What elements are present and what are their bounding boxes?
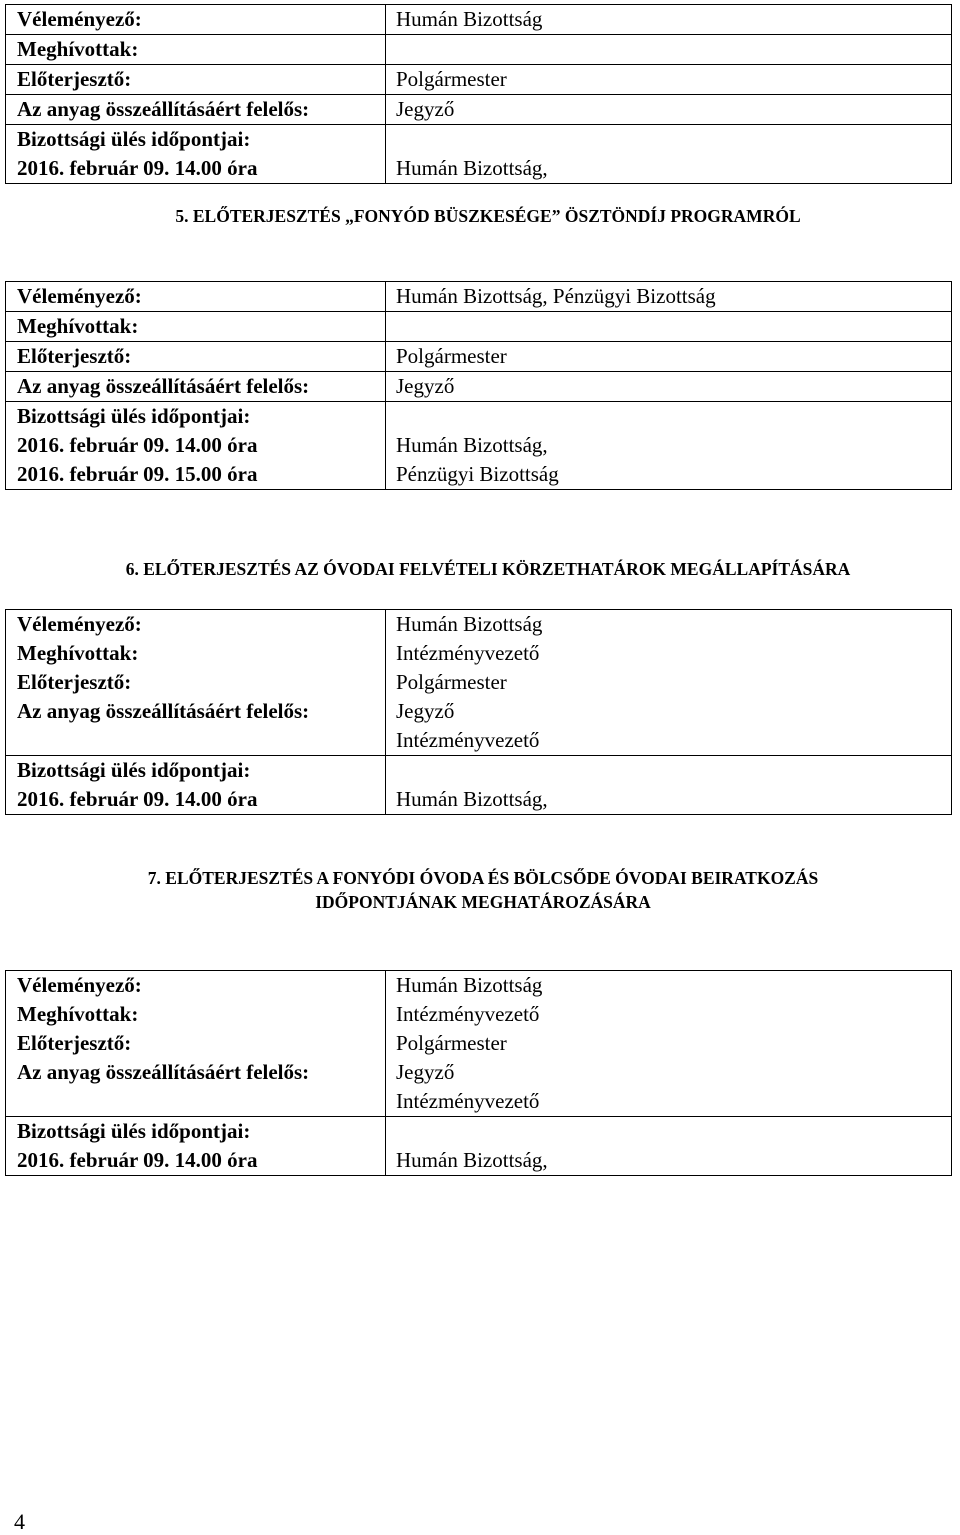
table-row	[6, 342, 952, 372]
value-cell	[386, 312, 952, 342]
label-cell: Meghívottak:	[6, 35, 386, 65]
table-row	[6, 35, 952, 65]
value-cell: Humán Bizottság, Pénzügyi Bizottság	[386, 402, 952, 490]
label-cell: Előterjesztő:	[6, 65, 386, 95]
value-cell: Humán Bizottság Intézményvezető Polgármester Jegyző Intézményvezető	[386, 610, 952, 756]
value-cell: Humán Bizottság Intézményvezető Polgármester Jegyző Intézményvezető	[386, 971, 952, 1117]
section-heading: 5. ELŐTERJESZTÉS „FONYÓD BÜSZKESÉGE” ÖSZTÖNDÍJ PROGRAMRÓL	[175, 206, 801, 226]
table-row	[6, 282, 952, 312]
value-cell: Jegyző	[386, 95, 952, 125]
label-cell: Az anyag összeállításáért felelős:	[6, 95, 386, 125]
value-cell: Humán Bizottság,	[386, 125, 952, 184]
label-cell: Véleményező: Meghívottak: Előterjesztő: Az anyag összeállításáért felelős:	[6, 971, 386, 1117]
table-row	[6, 971, 952, 1117]
section-heading: 7. ELŐTERJESZTÉS A FONYÓDI ÓVODA ÉS BÖLCSŐDE ÓVODAI BEIRATKOZÁS IDŐPONTJÁNAK MEGHATÁROZÁSÁRA	[147, 868, 819, 912]
table-row	[6, 312, 952, 342]
label-cell: Véleményező:	[6, 282, 386, 312]
agenda-table-4	[5, 970, 952, 1176]
agenda-table-1	[5, 4, 952, 184]
label-cell: Bizottsági ülés időpontjai: 2016. február 09. 14.00 óra	[6, 125, 386, 184]
table-row	[6, 610, 952, 756]
label-cell: Bizottsági ülés időpontjai: 2016. február 09. 14.00 óra	[6, 756, 386, 815]
value-cell: Polgármester	[386, 65, 952, 95]
table-row	[6, 372, 952, 402]
table-row	[6, 125, 952, 184]
section-heading: 6. ELŐTERJESZTÉS AZ ÓVODAI FELVÉTELI KÖRZETHATÁROK MEGÁLLAPÍTÁSÁRA	[125, 559, 851, 579]
table-row	[6, 402, 952, 490]
value-cell: Humán Bizottság,	[386, 1117, 952, 1176]
value-cell: Humán Bizottság, Pénzügyi Bizottság	[386, 282, 952, 312]
table-row	[6, 65, 952, 95]
value-cell: Humán Bizottság,	[386, 756, 952, 815]
table-row	[6, 756, 952, 815]
value-cell: Jegyző	[386, 372, 952, 402]
label-cell: Előterjesztő:	[6, 342, 386, 372]
table-row	[6, 5, 952, 35]
label-cell: Bizottsági ülés időpontjai: 2016. február 09. 14.00 óra 2016. február 09. 15.00 óra	[6, 402, 386, 490]
value-cell: Polgármester	[386, 342, 952, 372]
table-row	[6, 1117, 952, 1176]
agenda-table-3	[5, 609, 952, 815]
label-cell: Az anyag összeállításáért felelős:	[6, 372, 386, 402]
value-cell: Humán Bizottság	[386, 5, 952, 35]
label-cell: Bizottsági ülés időpontjai: 2016. február 09. 14.00 óra	[6, 1117, 386, 1176]
label-cell: Meghívottak:	[6, 312, 386, 342]
page-number: 4	[14, 1509, 25, 1534]
label-cell: Véleményező: Meghívottak: Előterjesztő: Az anyag összeállításáért felelős:	[6, 610, 386, 756]
agenda-table-2	[5, 281, 952, 490]
label-cell: Véleményező:	[6, 5, 386, 35]
table-row	[6, 95, 952, 125]
value-cell	[386, 35, 952, 65]
